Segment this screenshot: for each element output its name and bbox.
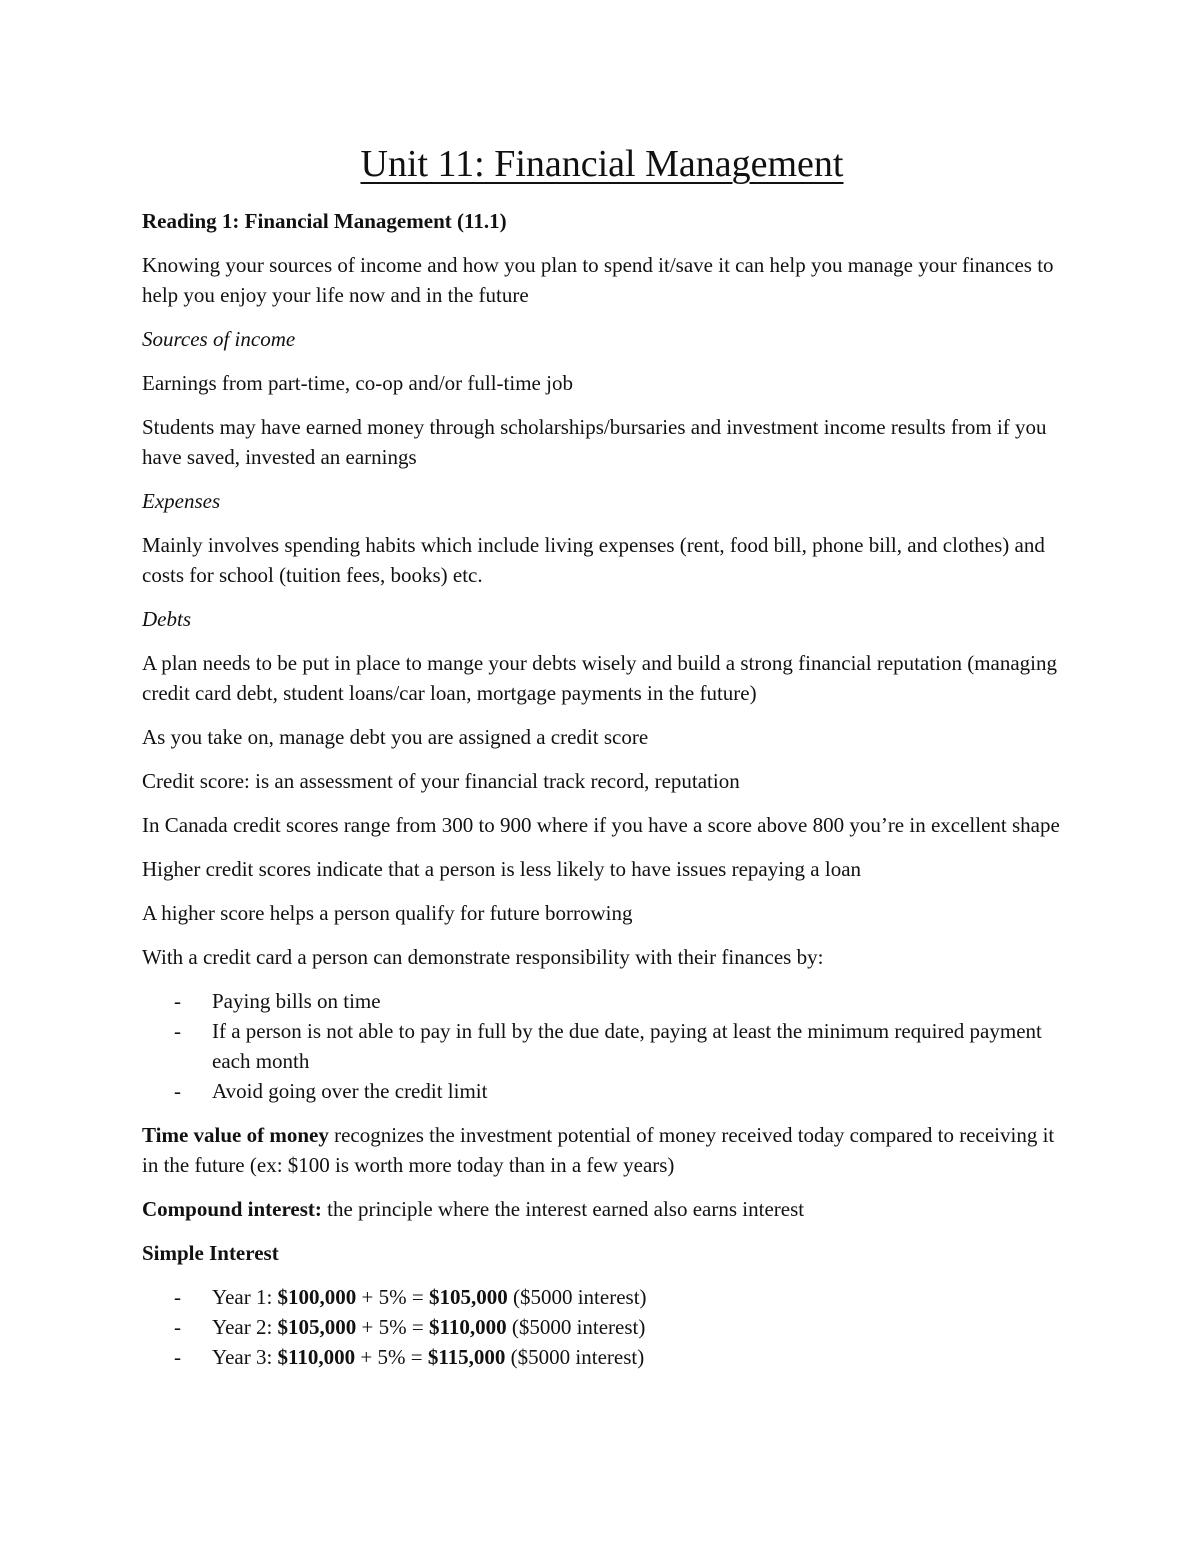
reading-heading: Reading 1: Financial Management (11.1) <box>142 209 507 233</box>
expenses-paragraph: Mainly involves spending habits which include living expenses (rent, food bill, phone bill, and clothes) and costs for school (tuition fees, books) etc. <box>142 533 1045 587</box>
list-item-text: If a person is not able to pay in full by the due date, paying at least the minimum required payment each month <box>212 1019 1042 1073</box>
dash-marker: - <box>174 1079 181 1103</box>
time-value-text: recognizes the investment potential of money received today compared to receiving it in the future (ex: $100 is worth more today than in a few years) <box>142 1123 1055 1177</box>
end-amount: $105,000 <box>428 1285 508 1309</box>
dash-marker: - <box>174 1019 181 1043</box>
operation: + 5% = <box>356 1315 429 1339</box>
list-item <box>142 986 1062 1016</box>
dash-marker: - <box>174 1285 181 1309</box>
time-value-term: Time value of money <box>142 1123 329 1147</box>
start-amount: $105,000 <box>277 1315 357 1339</box>
year-label: Year 2: <box>212 1315 278 1339</box>
debts-paragraph-6: A higher score helps a person qualify for future borrowing <box>142 901 633 925</box>
interest-note: ($5000 interest) <box>505 1345 645 1369</box>
sources-heading: Sources of income <box>142 327 296 351</box>
list-item <box>142 1076 1062 1106</box>
dash-marker: - <box>174 989 181 1013</box>
list-item-text: Paying bills on time <box>212 989 381 1013</box>
debts-paragraph-1: A plan needs to be put in place to mange your debts wisely and build a strong financial reputation (managing credit card debt, student loans/car loan, mortgage payments in the future) <box>142 651 1058 705</box>
operation: + 5% = <box>355 1345 428 1369</box>
debts-heading: Debts <box>142 607 191 631</box>
year-label: Year 3: <box>212 1345 278 1369</box>
debts-paragraph-2: As you take on, manage debt you are assigned a credit score <box>142 725 649 749</box>
operation: + 5% = <box>356 1285 429 1309</box>
debts-paragraph-4: In Canada credit scores range from 300 to 900 where if you have a score above 800 you’re in excellent shape <box>142 813 1060 837</box>
list-item <box>142 1282 1062 1312</box>
simple-interest-heading: Simple Interest <box>142 1241 279 1265</box>
list-item-text: Avoid going over the credit limit <box>212 1079 488 1103</box>
list-item <box>142 1312 1062 1342</box>
expenses-heading: Expenses <box>142 489 221 513</box>
end-amount: $115,000 <box>427 1345 506 1369</box>
sources-paragraph-1: Earnings from part-time, co-op and/or full-time job <box>142 371 573 395</box>
start-amount: $100,000 <box>277 1285 357 1309</box>
page-title: Unit 11: Financial Management <box>360 143 844 185</box>
list-item <box>142 1342 1062 1372</box>
compound-interest-term: Compound interest: <box>142 1197 322 1221</box>
simple-interest-list <box>142 1282 1062 1372</box>
credit-bullet-list <box>142 986 1062 1106</box>
interest-note: ($5000 interest) <box>507 1285 647 1309</box>
document-content <box>142 142 1062 1386</box>
debts-paragraph-3: Credit score: is an assessment of your financial track record, reputation <box>142 769 740 793</box>
compound-interest-text: the principle where the interest earned also earns interest <box>321 1197 805 1221</box>
dash-marker: - <box>174 1345 181 1369</box>
debts-paragraph-5: Higher credit scores indicate that a person is less likely to have issues repaying a loan <box>142 857 862 881</box>
end-amount: $110,000 <box>428 1315 507 1339</box>
intro-paragraph: Knowing your sources of income and how you plan to spend it/save it can help you manage your finances to help you enjoy your life now and in the future <box>142 253 1054 307</box>
dash-marker: - <box>174 1315 181 1339</box>
start-amount: $110,000 <box>277 1345 356 1369</box>
time-value-paragraph <box>142 1120 1062 1180</box>
debts-paragraph-7: With a credit card a person can demonstrate responsibility with their finances by: <box>142 945 824 969</box>
sources-paragraph-2: Students may have earned money through scholarships/bursaries and investment income results from if you have saved, invested an earnings <box>142 415 1047 469</box>
interest-note: ($5000 interest) <box>506 1315 646 1339</box>
list-item <box>142 1016 1062 1076</box>
year-label: Year 1: <box>212 1285 278 1309</box>
compound-interest-paragraph <box>142 1194 1062 1224</box>
